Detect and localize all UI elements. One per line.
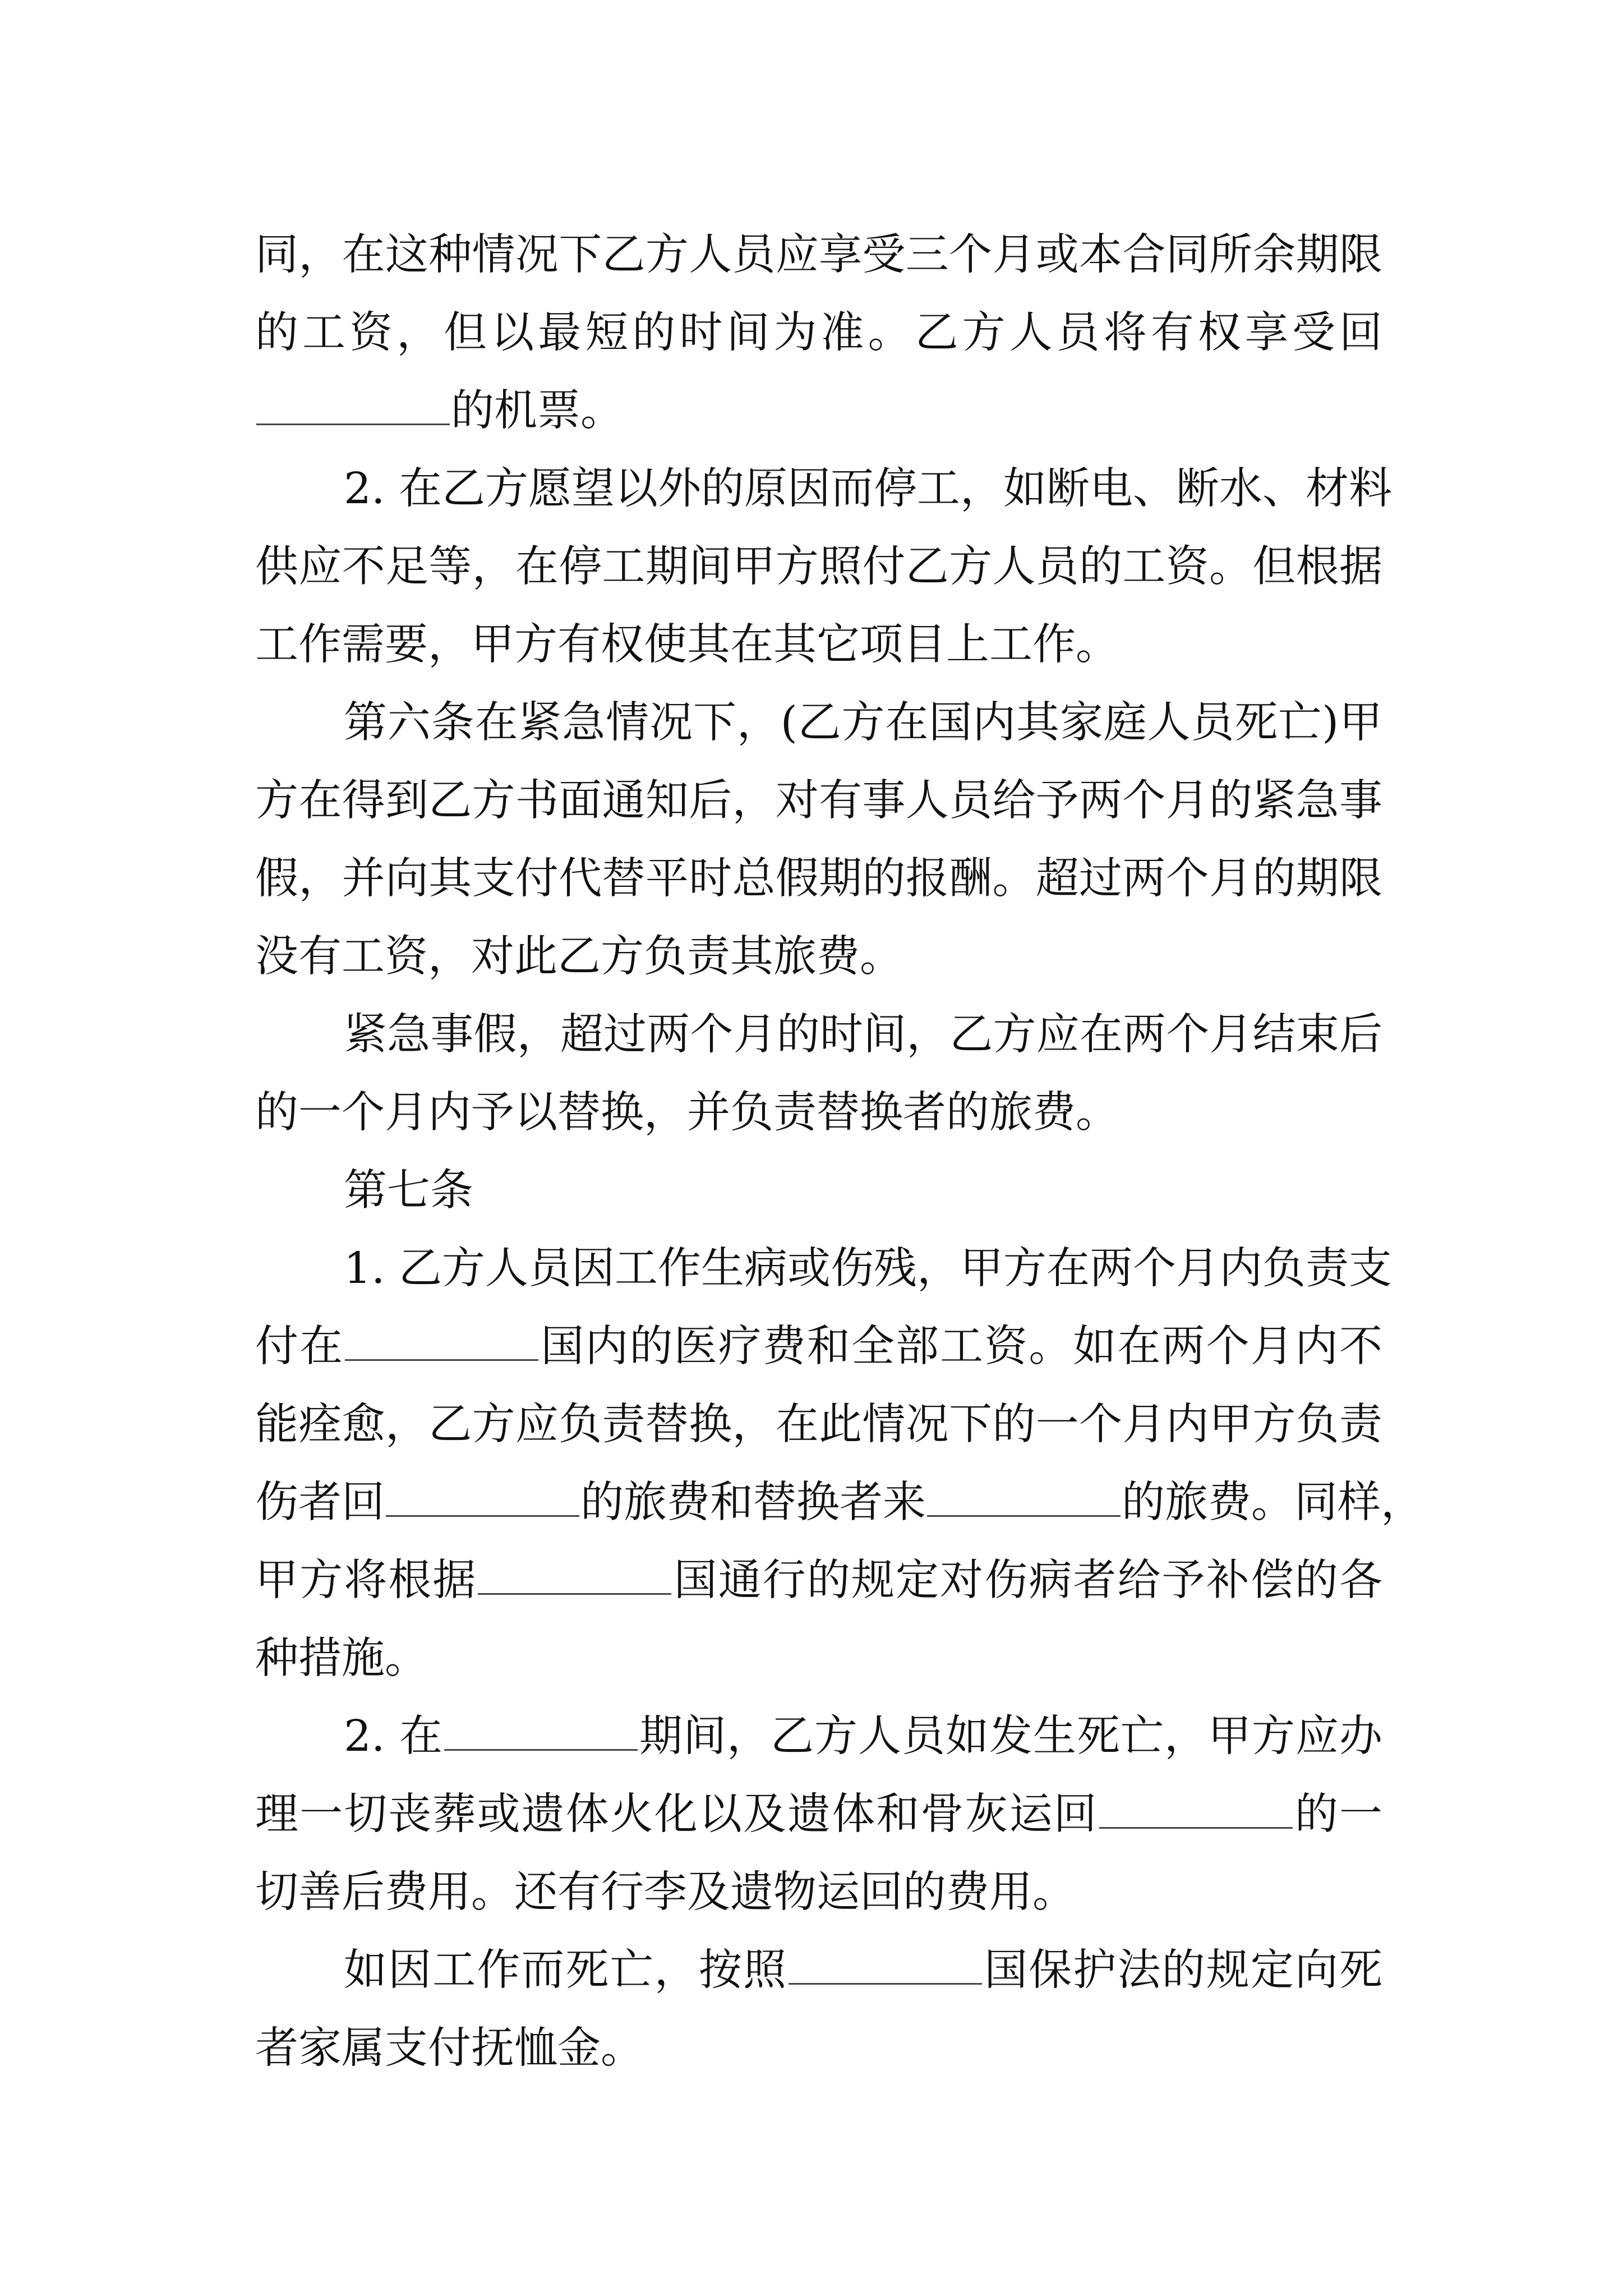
text-segment: 理一切丧葬或遗体火化以及遗体和骨灰运回 xyxy=(255,1789,1098,1839)
text-line xyxy=(255,372,1382,450)
text-segment: 的旅费。同样， xyxy=(1122,1478,1424,1527)
text-line xyxy=(255,1386,1382,1464)
text-segment: 第七条 xyxy=(344,1166,473,1216)
text-segment: 同，在这种情况下乙方人员应享受三个月或本合同所余期限 xyxy=(255,230,1382,280)
text-line xyxy=(255,1230,1392,1308)
text-line xyxy=(255,1619,1382,1697)
text-segment: 没有工资，对此乙方负责其旅费。 xyxy=(255,932,903,982)
text-line xyxy=(255,1775,1382,1853)
text-segment: 的旅费和替换者来 xyxy=(580,1478,926,1527)
text-segment: 者家属支付抚恤金。 xyxy=(255,2023,644,2073)
text-line xyxy=(255,1853,1382,1931)
text-segment: 的工资，但以最短的时间为准。乙方人员将有权享受回 xyxy=(255,308,1382,358)
text-segment: 紧急事假，超过两个月的时间，乙方应在两个月结束后 xyxy=(344,1010,1382,1060)
text-line xyxy=(255,762,1382,840)
text-line xyxy=(255,606,1382,684)
text-segment: 2. 在 xyxy=(344,1711,443,1761)
text-segment: 切善后费用。还有行李及遗物运回的费用。 xyxy=(255,1867,1076,1917)
text-line xyxy=(255,294,1382,372)
text-line xyxy=(255,1464,1424,1542)
text-segment: 能痊愈，乙方应负责替换，在此情况下的一个月内甲方负责 xyxy=(255,1400,1382,1450)
text-line xyxy=(255,1308,1382,1386)
text-line xyxy=(255,1152,1382,1230)
fill-in-blank xyxy=(789,1949,982,1985)
document-body xyxy=(255,216,1424,2087)
text-line xyxy=(255,216,1382,294)
text-line xyxy=(255,1697,1382,1775)
text-line xyxy=(255,840,1382,918)
text-segment: 甲方将根据 xyxy=(255,1556,477,1605)
text-segment: 2. 在乙方愿望以外的原因而停工，如断电、断水、材料 xyxy=(344,464,1392,514)
text-line xyxy=(255,528,1382,606)
text-segment: 的一 xyxy=(1293,1789,1383,1839)
text-segment: 期间，乙方人员如发生死亡，甲方应办 xyxy=(638,1711,1382,1761)
text-segment: 国通行的规定对伤病者给予补偿的各 xyxy=(672,1556,1383,1605)
text-line xyxy=(255,1542,1382,1619)
fill-in-blank xyxy=(386,1481,579,1517)
fill-in-blank xyxy=(478,1559,671,1595)
text-segment: 付在 xyxy=(255,1322,344,1372)
text-segment: 的机票。 xyxy=(451,386,624,436)
fill-in-blank xyxy=(927,1481,1121,1517)
text-segment: 第六条在紧急情况下，(乙方在国内其家庭人员死亡)甲 xyxy=(344,698,1382,748)
text-line xyxy=(255,1074,1382,1152)
fill-in-blank xyxy=(1099,1793,1293,1829)
text-segment: 国内的医疗费和全部工资。如在两个月内不 xyxy=(540,1322,1383,1372)
text-line xyxy=(255,2009,1382,2087)
fill-in-blank xyxy=(444,1715,638,1751)
text-segment: 的一个月内予以替换，并负责替换者的旅费。 xyxy=(255,1088,1119,1138)
text-segment: 假，并向其支付代替平时总假期的报酬。超过两个月的期限 xyxy=(255,854,1382,904)
text-segment: 供应不足等，在停工期间甲方照付乙方人员的工资。但根据 xyxy=(255,542,1382,592)
text-line xyxy=(255,1931,1382,2009)
text-line xyxy=(255,918,1382,996)
text-segment: 种措施。 xyxy=(255,1634,428,1683)
text-line xyxy=(255,450,1392,528)
text-line xyxy=(255,996,1382,1074)
text-line xyxy=(255,684,1382,762)
fill-in-blank xyxy=(345,1326,538,1361)
text-segment: 如因工作而死亡，按照 xyxy=(344,1945,788,1995)
text-segment: 伤者回 xyxy=(255,1478,385,1527)
fill-in-blank xyxy=(256,390,450,425)
text-segment: 工作需要，甲方有权使其在其它项目上工作。 xyxy=(255,620,1119,670)
text-segment: 方在得到乙方书面通知后，对有事人员给予两个月的紧急事 xyxy=(255,776,1382,826)
text-segment: 1. 乙方人员因工作生病或伤残，甲方在两个月内负责支 xyxy=(344,1244,1392,1294)
text-segment: 国保护法的规定向死 xyxy=(983,1945,1383,1995)
